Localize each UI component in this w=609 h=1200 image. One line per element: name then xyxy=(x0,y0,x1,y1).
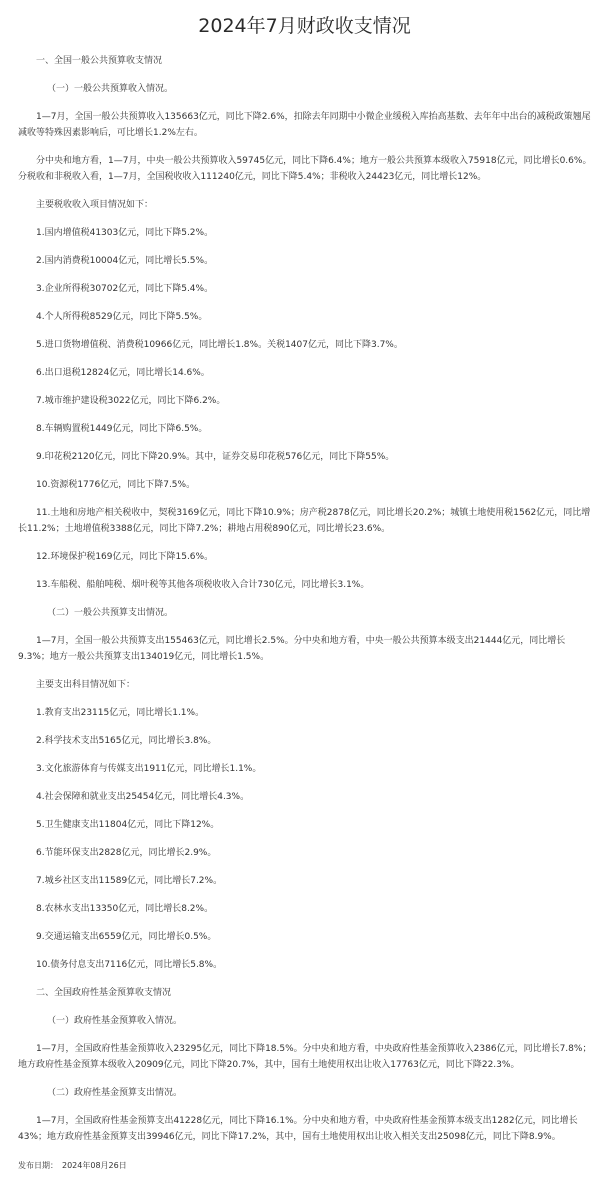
paragraph: 主要支出科目情况如下： xyxy=(36,680,136,690)
paragraph: 5.进口货物增值税、消费税10966亿元，同比增长1.8%。关税1407亿元，同比下降3.7%。 xyxy=(36,340,403,350)
paragraph: 12.环境保护税169亿元，同比下降15.6%。 xyxy=(36,552,214,562)
paragraph: 4.个人所得税8529亿元，同比下降5.5%。 xyxy=(36,312,208,322)
paragraph: 分中央和地方看，1—7月，中央一般公共预算收入59745亿元，同比下降6.4%；地方一般公共预算本级收入75918亿元，同比增长0.6%。分税收和非税收入看，1—7月，全国税收收入111240亿元，同比下降5.4%；非税收入24423亿元，同比增长12%。 xyxy=(18,156,592,182)
section-heading: （一）政府性基金预算收入情况。 xyxy=(47,1016,183,1026)
paragraph: 9.印花税2120亿元，同比下降20.9%。其中，证券交易印花税576亿元，同比下降55%。 xyxy=(36,452,395,462)
paragraph: 6.节能环保支出2828亿元，同比增长2.9%。 xyxy=(36,848,217,858)
paragraph: 7.城乡社区支出11589亿元，同比增长7.2%。 xyxy=(36,876,223,886)
article-title: 2024年7月财政收支情况 xyxy=(198,15,411,37)
article-body xyxy=(18,53,595,1157)
paragraph: 11.土地和房地产相关税收中，契税3169亿元，同比下降10.9%；房产税2878亿元，同比增长20.2%；城镇土地使用税1562亿元，同比增长11.2%；土地增值税3388亿元，同比下降7.2%；耕地占用税890亿元，同比增长23.6%。 xyxy=(18,508,591,534)
paragraph: 13.车船税、船舶吨税、烟叶税等其他各项税收收入合计730亿元，同比增长3.1%。 xyxy=(36,580,370,590)
paragraph: 3.企业所得税30702亿元，同比下降5.4%。 xyxy=(36,284,214,294)
paragraph: 8.农林水支出13350亿元，同比增长8.2%。 xyxy=(36,904,214,914)
section-heading: （二）一般公共预算支出情况。 xyxy=(47,608,174,618)
publish-date-label: 发布日期： xyxy=(18,1161,58,1170)
paragraph: 4.社会保障和就业支出25454亿元，同比增长4.3%。 xyxy=(36,792,250,802)
paragraph: 6.出口退税12824亿元，同比增长14.6%。 xyxy=(36,368,210,378)
section-heading: 二、全国政府性基金预算收支情况 xyxy=(36,988,172,998)
section-heading: （二）政府性基金预算支出情况。 xyxy=(47,1088,183,1098)
paragraph: 1—7月，全国政府性基金预算收入23295亿元，同比下降18.5%。分中央和地方看，中央政府性基金预算收入2386亿元，同比增长7.8%；地方政府性基金预算本级收入20909亿元，同比下降20.7%，其中，国有土地使用权出让收入17763亿元，同比下降22.3%。 xyxy=(18,1044,592,1070)
paragraph: 1—7月，全国一般公共预算支出155463亿元，同比增长2.5%。分中央和地方看，中央一般公共预算本级支出21444亿元，同比增长9.3%；地方一般公共预算支出134019亿元，同比增长1.5%。 xyxy=(18,636,566,662)
paragraph: 8.车辆购置税1449亿元，同比下降6.5%。 xyxy=(36,424,208,434)
paragraph: 1—7月，全国一般公共预算收入135663亿元，同比下降2.6%，扣除去年同期中小微企业缓税入库抬高基数、去年年中出台的减税政策翘尾减收等特殊因素影响后，可比增长1.2%左右。 xyxy=(18,112,591,138)
paragraph: 5.卫生健康支出11804亿元，同比下降12%。 xyxy=(36,820,220,830)
section-heading: （一）一般公共预算收入情况。 xyxy=(47,84,174,94)
publish-date xyxy=(18,1160,131,1171)
paragraph: 10.资源税1776亿元，同比下降7.5%。 xyxy=(36,480,196,490)
paragraph: 10.债务付息支出7116亿元，同比增长5.8%。 xyxy=(36,960,223,970)
paragraph: 1.教育支出23115亿元，同比增长1.1%。 xyxy=(36,708,205,718)
paragraph: 2.科学技术支出5165亿元，同比增长3.8%。 xyxy=(36,736,217,746)
paragraph: 9.交通运输支出6559亿元，同比增长0.5%。 xyxy=(36,932,217,942)
paragraph: 7.城市维护建设税3022亿元，同比下降6.2%。 xyxy=(36,396,226,406)
paragraph: 3.文化旅游体育与传媒支出1911亿元，同比增长1.1%。 xyxy=(36,764,262,774)
section-heading: 一、全国一般公共预算收支情况 xyxy=(36,56,163,66)
paragraph: 1—7月，全国政府性基金预算支出41228亿元，同比下降16.1%。分中央和地方看，中央政府性基金预算本级支出1282亿元，同比增长43%；地方政府性基金预算支出39946亿元，同比下降17.2%，其中，国有土地使用权出让收入相关支出25098亿元，同比下降8.9%。 xyxy=(18,1116,578,1142)
paragraph: 主要税收收入项目情况如下： xyxy=(36,200,154,210)
publish-date-value: 2024年08月26日 xyxy=(62,1161,127,1170)
paragraph: 2.国内消费税10004亿元，同比增长5.5%。 xyxy=(36,256,214,266)
paragraph: 1.国内增值税41303亿元，同比下降5.2%。 xyxy=(36,228,214,238)
